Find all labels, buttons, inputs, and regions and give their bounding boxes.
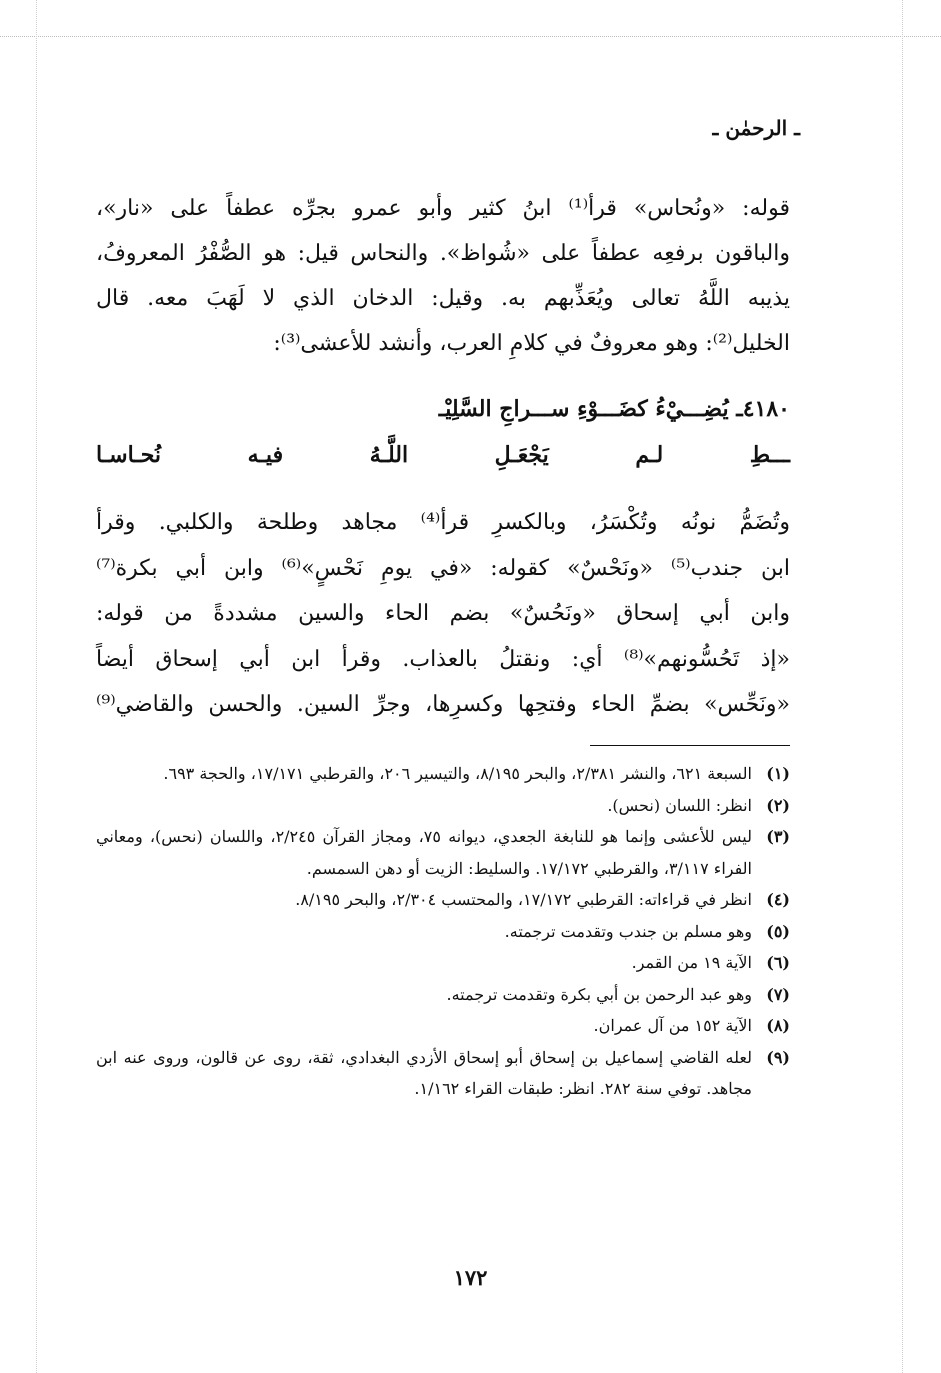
footnote-item	[96, 790, 790, 822]
text-line: قوله: «ونُحاس» قرأ⁽¹⁾ ابنُ كثير وأبو عمرو بجرِّه عطفاً على «نار»،	[96, 196, 790, 221]
footnote-item	[96, 979, 790, 1011]
footnotes-list	[96, 758, 790, 1105]
footnote-number: (١)	[766, 764, 790, 783]
footnote-text: انظر: اللسان (نحس).	[607, 795, 752, 815]
footnote-text: الآية ١٥٢ من آل عمران.	[593, 1016, 752, 1035]
text-line: «إذ تَحُسُّونهم»⁽⁸⁾ أي: ونقتلُ بالعذاب. وقرأ ابن أبي إسحاق أيضاً	[96, 646, 790, 672]
scan-edge-top	[0, 36, 941, 37]
footnote-number: (٤)	[766, 890, 790, 909]
footnote-text: لعله القاضي إسماعيل بن إسحاق أبو إسحاق الأزدي البغدادي، ثقة، روى عن قالون، وروى عنه ابن مجاهد. توفي سنة ٢٨٢. انظر: طبقات القراء ١/١٦٢.	[96, 1047, 752, 1098]
footnote-item	[96, 1042, 790, 1105]
running-header: ـ الرحمٰن ـ	[712, 116, 800, 140]
text-line: وابن أبي إسحاق «ونَحُسٌ» بضم الحاء والسين مشددةً من قوله:	[96, 601, 790, 627]
text-line: الخليل⁽²⁾: وهو معروفٌ في كلامِ العرب، وأنشد للأعشى⁽³⁾:	[273, 331, 790, 356]
footnote-item	[96, 1010, 790, 1042]
footnote-text: السبعة ٦٢١، والنشر ٢/٣٨١، والبحر ٨/١٩٥، والتيسير ٢٠٦، والقرطبي ١٧/١٧١، والحجة ٦٩٣.	[163, 764, 752, 783]
footnote-number: (٢)	[766, 795, 790, 815]
footnote-number: (٧)	[766, 984, 790, 1004]
footnote-separator	[590, 745, 790, 746]
footnote-text: انظر في قراءاته: القرطبي ١٧/١٧٢، والمحتسب ٢/٣٠٤، والبحر ٨/١٩٥.	[295, 890, 752, 909]
text-line: وتُضَمُّ نونُه وتُكْسَرُ، وبالكسرِ قرأ⁽⁴⁾ مجاهد وطلحة والكلبي. وقرأ	[96, 510, 790, 535]
footnote-item	[96, 758, 790, 790]
footnote-number: (٦)	[766, 953, 790, 972]
page-number: ١٧٢	[453, 1265, 488, 1290]
footnote-text: وهو مسلم بن جندب وتقدمت ترجمته.	[504, 921, 752, 941]
footnote-item	[96, 821, 790, 884]
footnote-text: ليس للأعشى وإنما هو للنابغة الجعدي، ديوانه ٧٥، ومجاز القرآن ٢/٢٤٥، واللسان (نحس)، ومعاني الفراء ٣/١١٧، والقرطبي ١٧/١٧٢. والسليط: الزيت أو دهن السمسم.	[96, 827, 753, 878]
main-text-paragraph-2	[96, 500, 790, 728]
text-line: يذيبه اللَّهُ تعالى ويُعَذِّبهم به. وقيل: الدخان الذي لا لَهَبَ معه. قال	[96, 286, 790, 311]
footnote-number: (٣)	[766, 827, 790, 846]
main-text-paragraph-1	[96, 186, 790, 366]
footnote-number: (٨)	[766, 1016, 790, 1035]
text-line: «ونَحِّس» بضمِّ الحاء وفتحِها وكسرِها، وجرِّ السين. والحسن والقاضي⁽⁹⁾	[96, 692, 790, 718]
footnote-number: (٩)	[766, 1047, 790, 1067]
text-line: ابن جندب⁽⁵⁾ «ونَحْسٌ» كقوله: «في يومِ نَحْسٍ»⁽⁶⁾ وابن أبي بكرة⁽⁷⁾	[96, 555, 790, 581]
footnote-text: الآية ١٩ من القمر.	[631, 953, 752, 972]
poetry-verse-first-hemistich: ٤١٨٠ـ يُضِـــيْءُ كضَـــوْءِ ســـراجِ السَّلِيْـ	[438, 396, 790, 422]
footnote-number: (٥)	[766, 921, 790, 941]
poetry-verse-second-hemistich: ـــطِ لـم يَجْعَـلِ اللَّـهُ فيـه نُحـاسـا	[96, 442, 790, 468]
scan-edge-left	[36, 0, 37, 1373]
footnote-item	[96, 884, 790, 916]
scan-edge-right	[902, 0, 903, 1373]
footnote-item	[96, 916, 790, 948]
footnote-item	[96, 947, 790, 979]
text-line: والباقون برفعِه عطفاً على «شُواظ». والنحاس قيل: هو الصُّفْرُ المعروفُ،	[96, 241, 790, 266]
footnote-text: وهو عبد الرحمن بن أبي بكرة وتقدمت ترجمته.	[446, 984, 752, 1004]
